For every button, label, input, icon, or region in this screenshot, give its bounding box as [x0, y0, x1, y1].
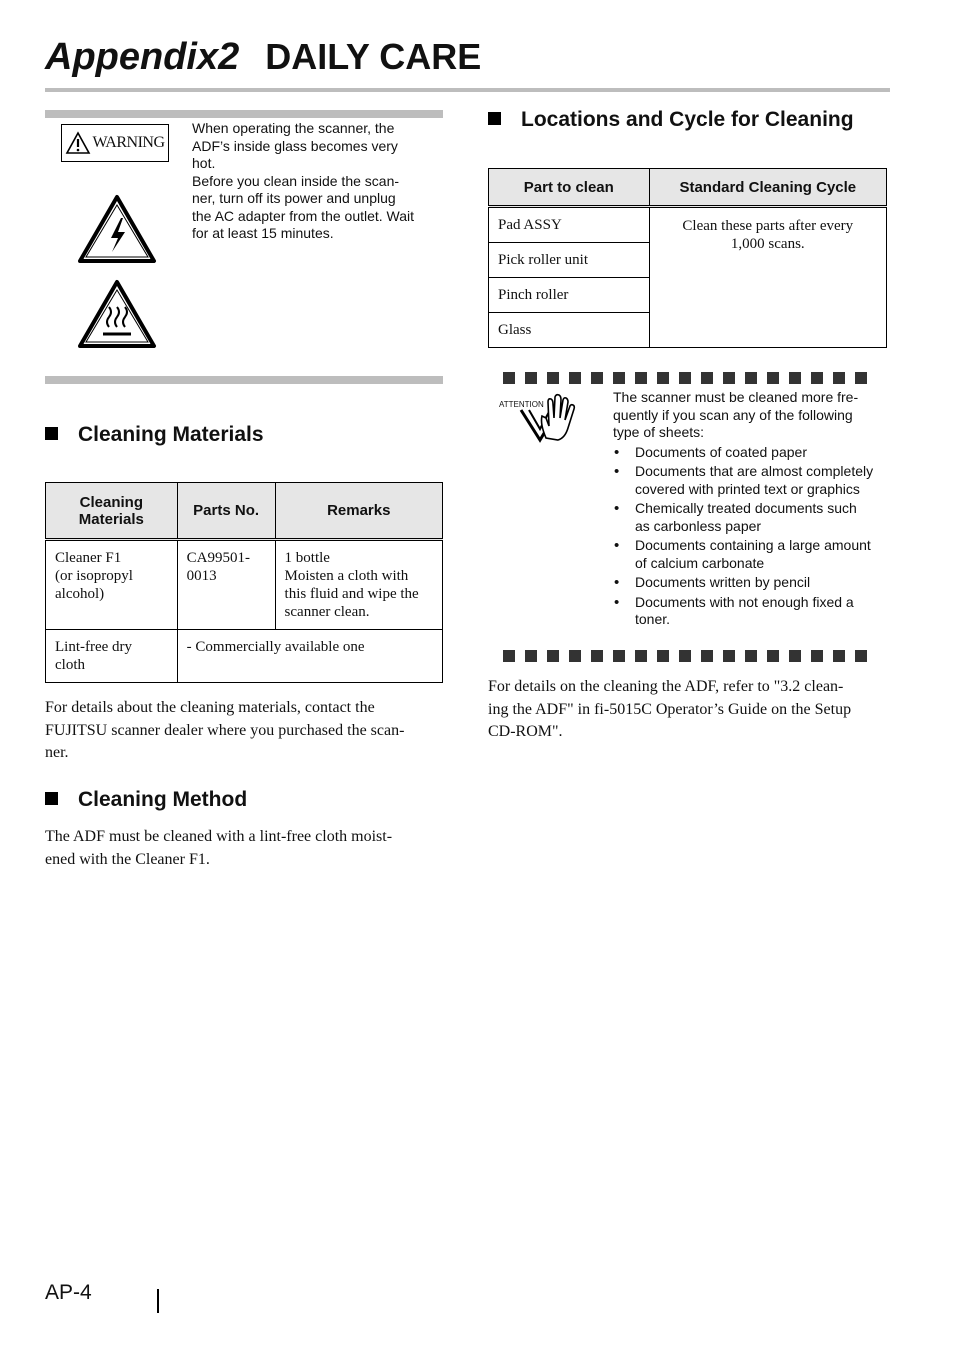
chapter-title: DAILY CARE — [265, 36, 482, 77]
attention-label: ATTENTION — [499, 400, 544, 409]
cleaning-cycle-table — [488, 168, 887, 348]
cell-line: scanner clean. — [284, 604, 370, 620]
warning-line: the AC adapter from the outlet. Wait — [192, 207, 415, 224]
title-rule — [45, 88, 890, 92]
cell-line: alcohol) — [55, 586, 105, 602]
footer-divider — [157, 1289, 159, 1313]
warning-line: hot. — [192, 155, 216, 171]
cell-line: Moisten a cloth with — [284, 568, 409, 584]
header-part-to-clean: Part to clean — [489, 169, 650, 207]
header-parts-no: Parts No. — [177, 483, 275, 540]
cleaning-method-text — [45, 826, 445, 871]
attention-bottom-dots — [503, 650, 867, 662]
text-line: as carbonless paper — [635, 517, 762, 534]
table-row — [46, 630, 443, 683]
text-line: The scanner must be cleaned more fre- — [613, 389, 859, 405]
text-line: toner. — [635, 611, 671, 627]
text-line: • Documents containing a large amount — [635, 537, 871, 553]
parts-cell — [177, 540, 275, 630]
cleaning-method-heading — [45, 788, 247, 812]
merged-remarks-cell: - Commercially available one — [177, 630, 442, 683]
table-row — [46, 540, 443, 630]
section-square-icon — [45, 792, 58, 805]
text-line: ing the ADF" in fi-5015C Operator’s Guide on the Setup — [488, 700, 852, 718]
part-cell: Pad ASSY — [489, 207, 650, 243]
warning-badge — [61, 124, 169, 162]
attention-text — [613, 389, 885, 631]
part-cell: Pick roller unit — [489, 243, 650, 278]
table-row — [489, 207, 887, 243]
part-cell: Glass — [489, 313, 650, 348]
cell-line: 1 bottle — [284, 550, 330, 566]
text-line: ened with the Cleaner F1. — [45, 850, 210, 868]
table-header-row — [46, 483, 443, 540]
cell-line: cloth — [55, 657, 85, 673]
heading-text: Locations and Cycle for Cleaning — [521, 108, 854, 131]
list-item — [613, 500, 885, 535]
warning-exclamation-icon — [65, 131, 91, 155]
text-line: The ADF must be cleaned with a lint-free cloth moist- — [45, 828, 393, 845]
list-item — [613, 537, 885, 572]
text-line: of calcium carbonate — [635, 554, 765, 571]
material-cell — [46, 540, 178, 630]
cell-line: Lint-free dry — [55, 639, 133, 655]
cell-line: CA99501- — [186, 550, 250, 566]
cleaning-materials-table — [45, 482, 443, 683]
remarks-cell — [275, 540, 442, 630]
text-line: • Documents that are almost completely — [635, 463, 874, 479]
text-line: • Documents of coated paper — [635, 443, 807, 460]
page-title — [45, 36, 481, 79]
cell-line: 0013 — [186, 568, 217, 584]
header-line: Materials — [78, 510, 144, 528]
cell-line: Clean these parts after every — [682, 218, 854, 234]
section-square-icon — [45, 427, 58, 440]
adf-note — [488, 676, 888, 744]
cell-line: (or isopropyl — [55, 568, 133, 584]
list-item — [613, 594, 885, 629]
text-line: For details about the cleaning materials, contact the — [45, 699, 375, 716]
text-line: ner. — [45, 744, 69, 761]
warning-line: for at least 15 minutes. — [192, 225, 334, 241]
heading-text: Cleaning Method — [78, 788, 248, 811]
list-item — [613, 463, 885, 498]
text-line: covered with printed text or graphics — [635, 480, 860, 497]
text-line: quently if you scan any of the following — [613, 406, 853, 423]
header-line: Cleaning — [79, 493, 143, 511]
section-square-icon — [488, 112, 501, 125]
locations-heading — [488, 108, 854, 132]
text-line: • Documents written by pencil — [635, 574, 811, 590]
warning-badge-label: WARNING — [92, 134, 165, 151]
text-line: For details on the cleaning the ADF, refer to "3.2 clean- — [488, 678, 844, 695]
electric-shock-hazard-icon — [77, 194, 157, 264]
text-line: • Chemically treated documents such — [635, 500, 857, 516]
warning-top-bar — [45, 110, 443, 118]
text-line: CD-ROM". — [488, 723, 563, 740]
header-cleaning-materials — [46, 483, 178, 540]
header-remarks: Remarks — [275, 483, 442, 540]
attention-hand-icon — [518, 392, 578, 444]
part-cell: Pinch roller — [489, 278, 650, 313]
page-number: AP-4 — [45, 1281, 92, 1304]
cleaning-materials-heading — [45, 423, 264, 447]
materials-note — [45, 697, 445, 765]
material-cell — [46, 630, 178, 683]
warning-line: Before you clean inside the scan- — [192, 172, 400, 189]
list-item — [613, 574, 885, 592]
text-line: type of sheets: — [613, 424, 705, 440]
warning-line: ADF’s inside glass becomes very — [192, 137, 398, 154]
cell-line: this fluid and wipe the — [284, 586, 419, 602]
text-line: • Documents with not enough fixed a — [635, 593, 854, 610]
cell-line: 1,000 scans. — [730, 236, 805, 252]
list-item — [613, 444, 885, 462]
cycle-cell — [649, 207, 886, 348]
table-header-row — [489, 169, 887, 207]
header-cleaning-cycle: Standard Cleaning Cycle — [649, 169, 886, 207]
cell-line: Cleaner F1 — [55, 550, 122, 566]
warning-line: ner, turn off its power and unplug — [192, 190, 396, 206]
appendix-label: Appendix2 — [45, 36, 240, 78]
heading-text: Cleaning Materials — [78, 423, 264, 446]
attention-list — [613, 444, 885, 629]
text-line: FUJITSU scanner dealer where you purchased the scan- — [45, 721, 405, 739]
hot-surface-hazard-icon — [77, 279, 157, 349]
attention-top-dots — [503, 372, 867, 384]
warning-line: When operating the scanner, the — [192, 120, 395, 136]
warning-bottom-bar — [45, 376, 443, 384]
warning-text — [192, 120, 430, 243]
